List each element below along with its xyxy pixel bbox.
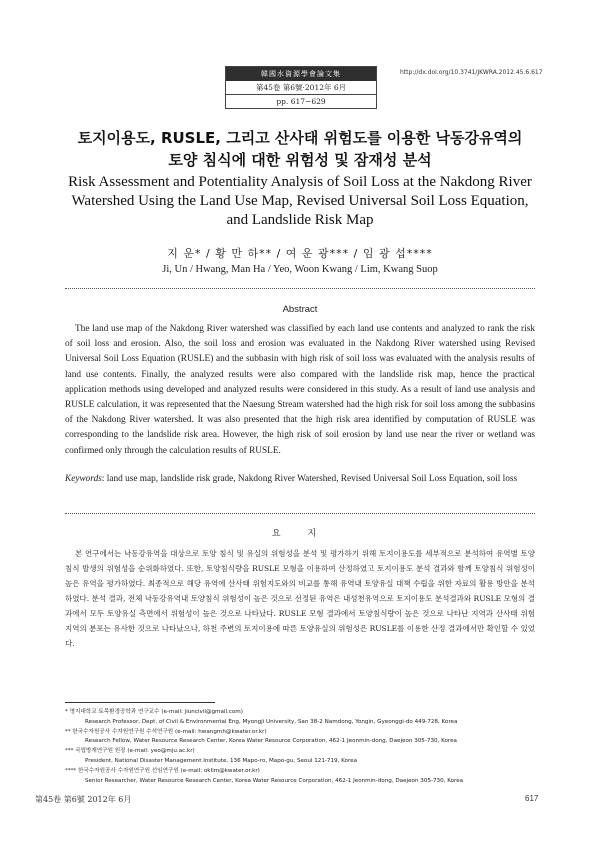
footnote-4-ko: **** 한국수자원공사 수자원연구원 선임연구원 (e-mail: oklim@kwater.or.kr) — [65, 767, 260, 774]
authors-english: Ji, Un / Hwang, Man Ha / Yeo, Woon Kwang / Lim, Kwang Suop — [162, 264, 438, 275]
keywords-label: Keywords — [65, 474, 102, 484]
journal-pages: pp. 617~629 — [276, 97, 326, 106]
journal-volume: 第45卷 第6號·2012年 6月 — [226, 81, 376, 95]
title-english-line-2: Watershed Using the Land Use Map, Revised Universal Soil Loss Equation, — [71, 193, 529, 209]
title-korean-line-2: 토양 침식에 대한 위험성 및 잠재성 분석 — [168, 151, 432, 169]
authors-korean: 지 운* / 황 만 하** / 여 운 광*** / 임 광 섭**** — [167, 247, 433, 260]
keywords — [65, 472, 535, 487]
abstract-heading: Abstract — [282, 304, 318, 315]
footnotes — [65, 708, 540, 786]
title-english-line-3: and Landslide Risk Map — [226, 212, 374, 228]
abstract-body: The land use map of the Nakdong River watershed was classified by each land use contents and analyzed to rank the risk of soil loss and erosion. Also, the soil loss and erosion was evaluated in the Nakdong River watershed using Revised Universal Soil Loss Equation (RUSLE) and the subbasin with high risk of soil loss was evaluated with the analysis results of land use contents. Finally, the analyzed results were also compared with the landslide risk map, hence the practical application methods using developed and analyzed results were considered in this study. As a result of land use analysis and RUSLE calculation, it was represented that the Naesung Stream watershed had the high risk for soil loss among the subbasins of the Nakdong River watershed. It was also presented that the high risk area identified by computation of RUSLE was corresponding to the landslide risk area. However, the high risk of soil erosion by land use near the river or wetland was confirmed only through the calculation results of RUSLE. — [65, 324, 535, 456]
footer-journal-issue: 第45卷 第6號 2012年 6月 — [35, 795, 132, 804]
doi-link[interactable]: http://dx.doi.org/10.3741/JKWRA.2012.45.6.617 — [400, 69, 543, 76]
title-korean-line-1: 토지이용도, RUSLE, 그리고 산사태 위험도를 이용한 낙동강유역의 — [77, 129, 523, 147]
footnote-1-en: Research Professor, Dept. of Civil & Environmental Eng, Myongji University, San 38-2 Namdong, Yongin, Gyeonggi-do 449-728, Korea — [85, 718, 458, 725]
journal-name: 韓國水資源學會論文集 — [226, 67, 376, 81]
journal-info-box — [225, 66, 377, 109]
footnote-4-en: Senior Researcher, Water Resource Research Center, Korea Water Resource Corporation, 462-1 Jeonmin-dong, Daejeon 305-730, Korea — [85, 777, 464, 784]
footnote-3-ko: *** 국립방재연구원 원장 (e-mail: yeo@mju.ac.kr) — [65, 748, 195, 755]
footnote-rule — [65, 702, 215, 703]
footnote-2-en: Research Fellow, Water Resource Research Center, Korea Water Resource Corporation, 462-1 Jeonmin-dong, Daejeon 305-730, Korea — [85, 738, 457, 745]
footnote-3-en: President, National Disaster Management Institute, 136 Mapo-ro, Mapo-gu, Seoul 121-719, Korea — [85, 757, 358, 764]
korean-abstract-heading: 요 지 — [271, 529, 329, 539]
page-number: 617 — [525, 794, 539, 803]
divider-middle — [65, 513, 535, 514]
keywords-list: : land use map, landslide risk grade, Nakdong River Watershed, Revised Universal Soil Loss Equation, soil loss — [101, 474, 518, 484]
divider-top — [65, 288, 535, 289]
title-english-line-1: Risk Assessment and Potentiality Analysis of Soil Loss at the Nakdong River — [68, 174, 532, 190]
korean-abstract-body: 본 연구에서는 낙동강유역을 대상으로 토양 침식 및 유실의 위험성을 분석 및 평가하기 위해 토지이용도를 세부적으로 분석하여 유역별 토양침식 발생의 위험성을 순위화하였다. 또한, 토양침식량을 RUSLE 모형을 이용하여 산정하였고 토지이용도 분석 결과와 함께 토양침식 위험성이 높은 유역을 평가하였다. 최종적으로 해당 유역에 산사태 위험지도와의 비교를 통해 유역내 토양유실 대책 수립을 위한 자료의 활용 방안을 분석하였다. 분석 결과, 전체 낙동강유역내 토양침식 위험성이 높은 것으로 선정된 유역은 내성천유역으로 토지이용도 분석결과와 RUSLE 모형의 결과에서 모두 토양유실 측면에서 위험성이 높은 것으로 나타났다. RUSLE 모형 결과에서 토양침식량이 높은 것으로 나타난 지역과 산사태 위험 지역의 분포는 유사한 것으로 나타났으나, 하천 주변의 토지이용에 따른 토양유실의 위험성은 RUSLE를 이용한 산정 결과에서만 확인할 수 있었다. — [65, 549, 535, 648]
footnote-1-ko: * 명지대학교 토목환경공학과 연구교수 (e-mail: jiuncivil@gmail.com) — [65, 709, 243, 715]
footnote-2-ko: ** 한국수자원공사 수자원연구원 수석연구원 (e-mail: hwangmh@kwater.or.kr) — [65, 728, 267, 735]
